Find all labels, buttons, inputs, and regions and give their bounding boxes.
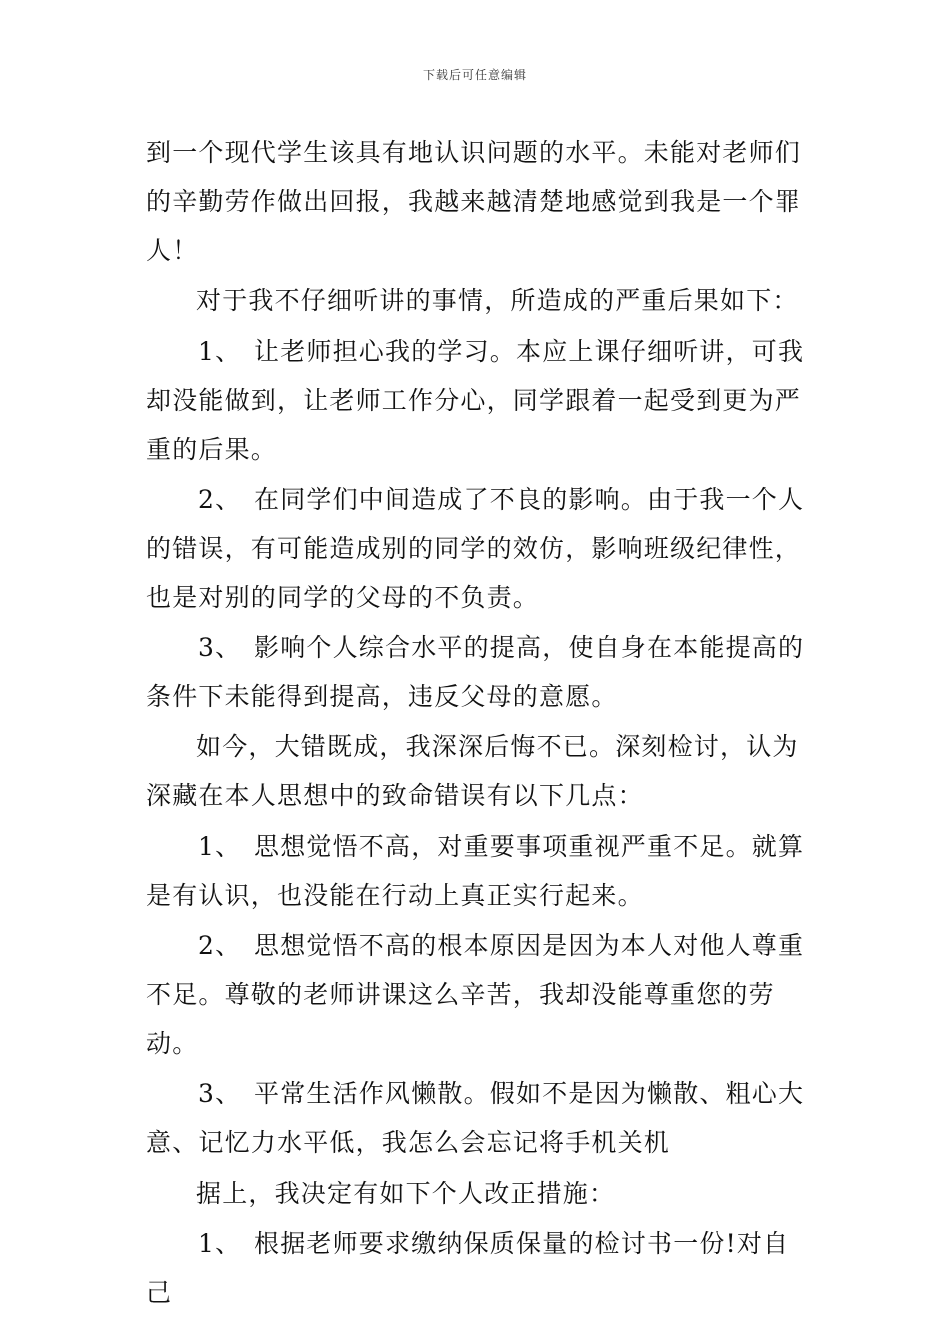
paragraph — [146, 128, 810, 275]
numbered-paragraph — [146, 1069, 810, 1167]
list-number: 1、 — [198, 336, 242, 366]
list-number: 2、 — [198, 931, 242, 961]
list-number: 2、 — [198, 484, 242, 514]
paragraph-text: 如今，大错既成，我深深后悔不已。深刻检讨，认为深藏在本人思想中的致命错误有以下几点： — [146, 732, 799, 811]
numbered-paragraph — [146, 822, 810, 920]
paragraph-text: 根据老师要求缴纳保质保量的检讨书一份!对自己 — [146, 1228, 790, 1307]
list-number: 1、 — [198, 831, 242, 861]
paragraph-text: 平常生活作风懒散。假如不是因为懒散、粗心大意、记忆力水平低，我怎么会忘记将手机关机 — [146, 1079, 805, 1158]
numbered-paragraph — [146, 475, 810, 622]
list-number: 3、 — [198, 1079, 242, 1109]
paragraph — [146, 276, 810, 325]
paragraph — [146, 1169, 810, 1218]
paragraph-text: 思想觉悟不高的根本原因是因为本人对他人尊重不足。尊敬的老师讲课这么辛苦，我却没能尊重您的劳动。 — [146, 931, 805, 1059]
paragraph — [146, 722, 810, 820]
paragraph-text: 思想觉悟不高，对重要事项重视严重不足。就算是有认识，也没能在行动上真正实行起来。 — [146, 831, 805, 910]
paragraph-text: 对于我不仔细听讲的事情，所造成的严重后果如下： — [196, 286, 799, 316]
list-number: 3、 — [198, 633, 242, 663]
numbered-paragraph — [146, 921, 810, 1068]
paragraph-text: 影响个人综合水平的提高，使自身在本能提高的条件下未能得到提高，违反父母的意愿。 — [146, 633, 805, 712]
page-header: 下载后可任意编辑 — [422, 68, 527, 82]
list-number: 1、 — [198, 1228, 242, 1258]
paragraph-text: 让老师担心我的学习。本应上课仔细听讲，可我却没能做到，让老师工作分心，同学跟着一起受到更为严重的后果。 — [146, 336, 805, 464]
numbered-paragraph — [146, 1219, 810, 1317]
paragraph-text: 在同学们中间造成了不良的影响。由于我一个人的错误，有可能造成别的同学的效仿，影响班级纪律性，也是对别的同学的父母的不负责。 — [146, 484, 805, 612]
numbered-paragraph — [146, 623, 810, 721]
numbered-paragraph — [146, 327, 810, 474]
paragraph-text: 据上，我决定有如下个人改正措施： — [196, 1178, 616, 1208]
paragraph-text: 到一个现代学生该具有地认识问题的水平。未能对老师们的辛勤劳作做出回报，我越来越清楚地感觉到我是一个罪人！ — [146, 138, 802, 265]
document-body — [146, 128, 810, 1318]
